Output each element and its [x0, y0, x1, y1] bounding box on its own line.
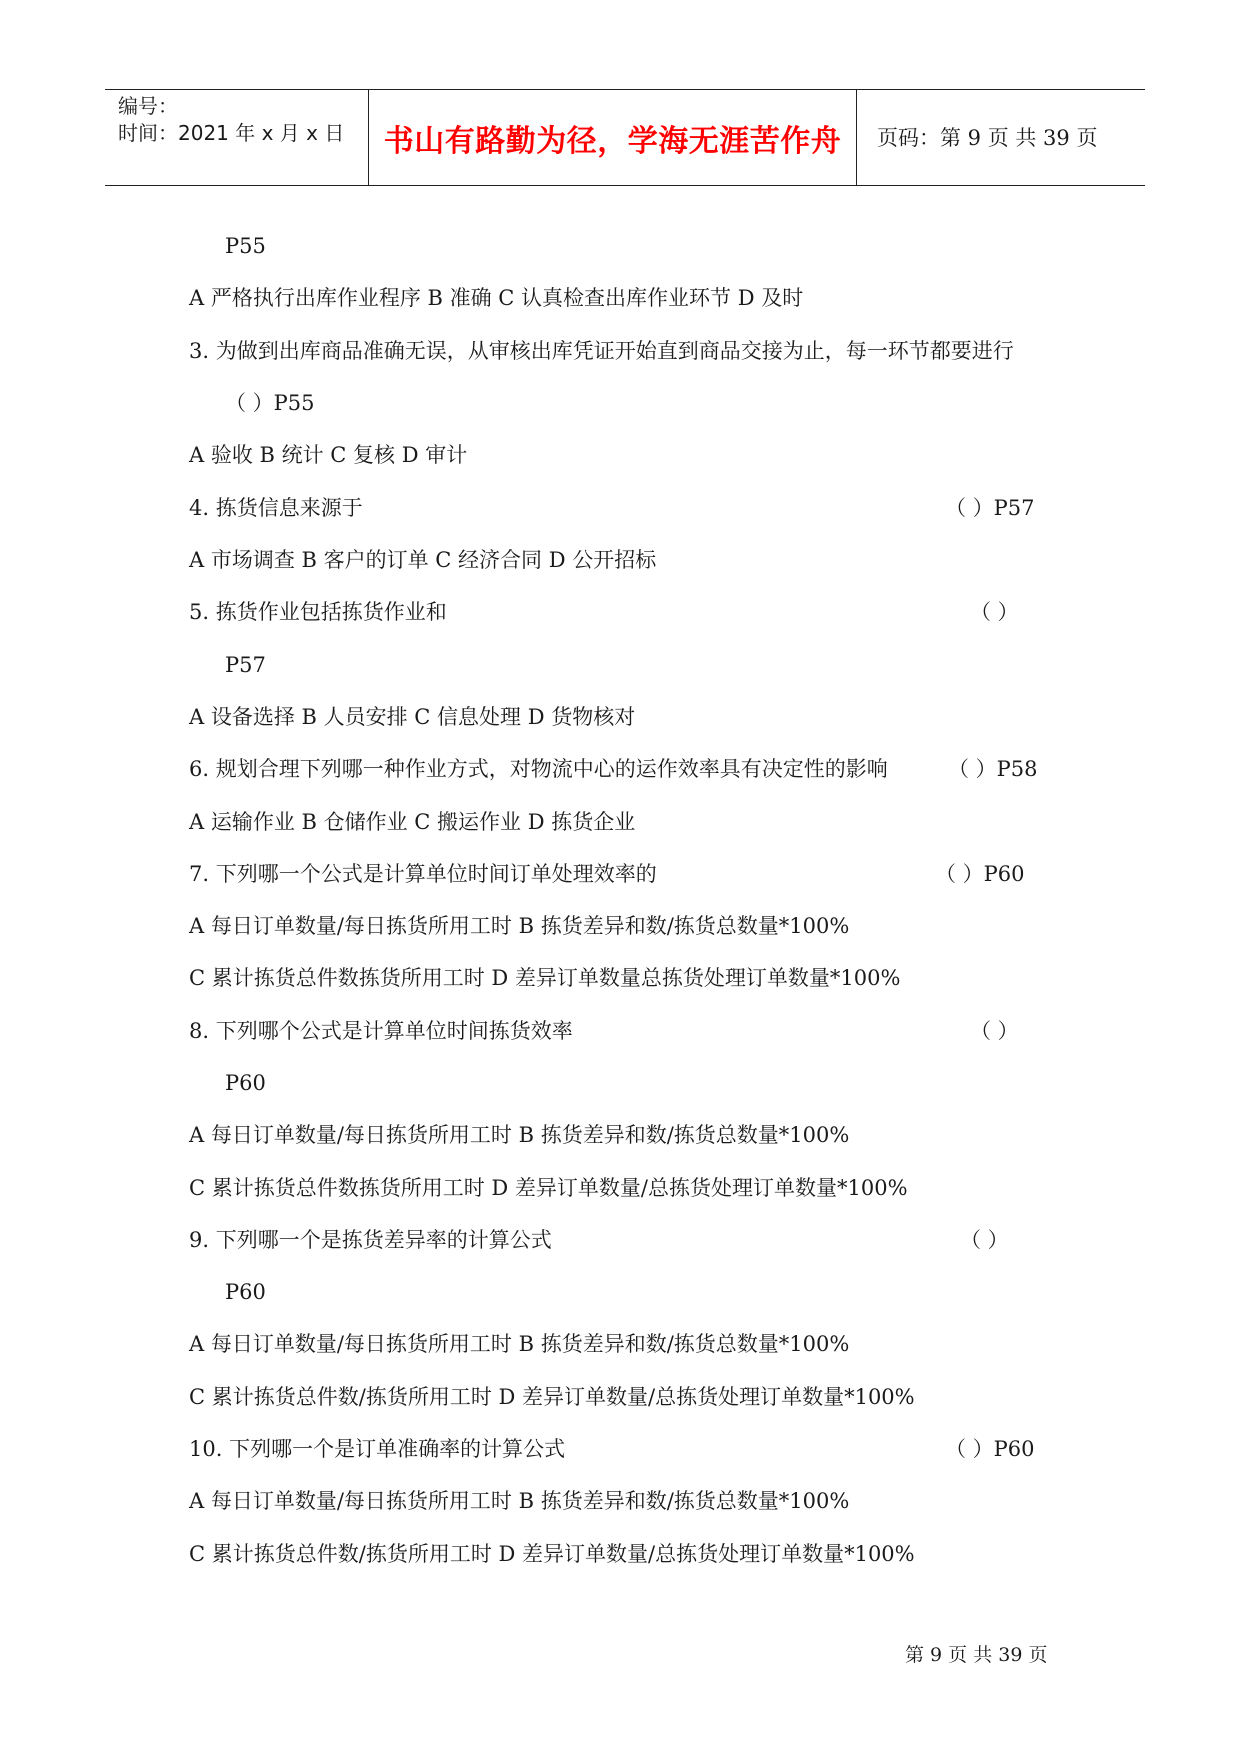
- answer-options: A 市场调查 B 客户的订单 C 经济合同 D 公开招标: [189, 548, 657, 572]
- question-6: 6. 规划合理下列哪一种作业方式，对物流中心的运作效率具有决定性的影响: [189, 757, 888, 781]
- document-time-label: 时间：2021 年 x 月 x 日: [118, 121, 345, 145]
- header-motto: 书山有路勤为径，学海无涯苦作舟: [383, 124, 842, 159]
- page-header: [105, 89, 1145, 186]
- answer-options: A 每日订单数量/每日拣货所用工时 B 拣货差异和数/拣货总数量*100%: [189, 1332, 850, 1356]
- answer-options: A 每日订单数量/每日拣货所用工时 B 拣货差异和数/拣货总数量*100%: [189, 1123, 850, 1147]
- answer-options: C 累计拣货总件数拣货所用工时 D 差异订单数量/总拣货处理订单数量*100%: [189, 1176, 908, 1200]
- question-3: 3. 为做到出库商品准确无误，从审核出库凭证开始直到商品交接为止，每一环节都要进行: [189, 339, 1014, 363]
- answer-blank: （ ）P60: [935, 862, 1025, 886]
- answer-options: A 验收 B 统计 C 复核 D 审计: [189, 443, 468, 467]
- answer-options: A 设备选择 B 人员安排 C 信息处理 D 货物核对: [189, 705, 636, 729]
- header-info-cell: [105, 90, 369, 185]
- answer-options: A 运输作业 B 仓储作业 C 搬运作业 D 拣货企业: [189, 810, 636, 834]
- answer-options: A 严格执行出库作业程序 B 准确 C 认真检查出库作业环节 D 及时: [189, 286, 804, 310]
- document-number-label: 编号：: [118, 94, 178, 118]
- answer-options: C 累计拣货总件数拣货所用工时 D 差异订单数量总拣货处理订单数量*100%: [189, 966, 901, 990]
- header-page-number: 页码：第 9 页 共 39 页: [877, 126, 1098, 150]
- answer-options: C 累计拣货总件数/拣货所用工时 D 差异订单数量/总拣货处理订单数量*100%: [189, 1542, 915, 1566]
- answer-blank: （ ）P57: [945, 496, 1035, 520]
- question-4: 4. 拣货信息来源于: [189, 496, 363, 520]
- answer-options: A 每日订单数量/每日拣货所用工时 B 拣货差异和数/拣货总数量*100%: [189, 1489, 850, 1513]
- text-line: P60: [225, 1280, 266, 1304]
- page-footer: 第 9 页 共 39 页: [905, 1644, 1048, 1666]
- answer-blank: （ ）: [960, 1228, 1009, 1252]
- text-line: P57: [225, 653, 266, 677]
- answer-blank: （ ）P58: [948, 757, 1038, 781]
- answer-blank: （ ）P55: [225, 391, 315, 415]
- answer-blank: （ ）: [970, 1019, 1019, 1043]
- answer-blank: （ ）: [970, 600, 1019, 624]
- text-line: P60: [225, 1071, 266, 1095]
- answer-blank: （ ）P60: [945, 1437, 1035, 1461]
- question-7: 7. 下列哪一个公式是计算单位时间订单处理效率的: [189, 862, 657, 886]
- header-page-cell: [857, 90, 1145, 185]
- question-9: 9. 下列哪一个是拣货差异率的计算公式: [189, 1228, 552, 1252]
- answer-options: C 累计拣货总件数/拣货所用工时 D 差异订单数量/总拣货处理订单数量*100%: [189, 1385, 915, 1409]
- text-line: P55: [225, 234, 266, 258]
- header-motto-cell: [369, 90, 857, 185]
- question-8: 8. 下列哪个公式是计算单位时间拣货效率: [189, 1019, 573, 1043]
- question-10: 10. 下列哪一个是订单准确率的计算公式: [189, 1437, 566, 1461]
- question-5: 5. 拣货作业包括拣货作业和: [189, 600, 447, 624]
- answer-options: A 每日订单数量/每日拣货所用工时 B 拣货差异和数/拣货总数量*100%: [189, 914, 850, 938]
